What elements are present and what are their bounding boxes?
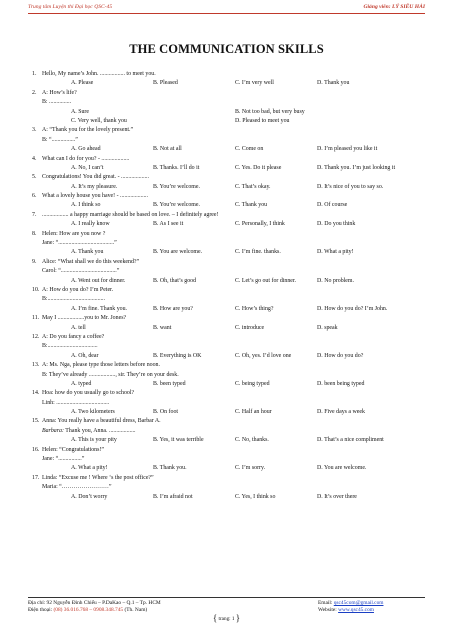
question-response-line (32, 427, 432, 436)
question-text: What can I do for you? - ................... (42, 155, 130, 162)
question-text: Congratulations! You did great. - ................... (42, 174, 150, 181)
answer-option[interactable]: B. On foot (153, 409, 179, 416)
answer-option[interactable]: A. Two kilometers (71, 409, 115, 416)
question-text: Jane: “......................................” (42, 240, 117, 247)
question-response-line (32, 455, 432, 464)
answer-option[interactable]: B. You’re welcome. (153, 202, 200, 209)
question-text: A: “Thank you for the lovely present.” (42, 127, 134, 134)
question-text: What a lovely house you have! - ................... (42, 193, 149, 200)
answer-option[interactable]: C. introduce (235, 324, 265, 331)
question-stem (32, 314, 432, 323)
answer-option[interactable]: A. Thank you (71, 249, 104, 256)
question-response-line (32, 399, 432, 408)
question-text: B:....................................... (42, 296, 105, 303)
question-text: Barbara: Thank you, Anna. .................. (42, 427, 136, 434)
answer-option[interactable]: B. Not too bad, but very busy (235, 108, 305, 115)
answer-option[interactable]: C. I’m fine. thanks. (235, 249, 281, 256)
answer-option[interactable]: B. Everything is OK (153, 352, 202, 359)
answer-option[interactable]: D. It’s over there (317, 493, 357, 500)
question-list (32, 70, 432, 502)
question-number: 10. (32, 286, 40, 293)
question-stem (32, 192, 432, 201)
answer-option[interactable]: A. Don’t worry (71, 493, 108, 500)
question-stem (32, 286, 432, 295)
answer-options (32, 117, 432, 126)
answer-option[interactable]: D. Of course (317, 202, 348, 209)
header-teacher: Giảng viên: LÝ SIÊU HẢI (363, 4, 425, 10)
answer-option[interactable]: D. No problem. (317, 277, 354, 284)
answer-options (32, 305, 432, 314)
answer-option[interactable]: A. I’m fine. Thank you. (71, 305, 128, 312)
question-text: Helen: How are you now ? (42, 230, 106, 237)
answer-option[interactable]: D. I’m pleased you like it (317, 146, 378, 153)
page-number-left-brace-icon: { (212, 613, 218, 623)
page-title: THE COMMUNICATION SKILLS (129, 42, 324, 56)
question-text: Anna: You really have a beautiful dress, Barbar A. (42, 418, 161, 425)
question-stem (32, 474, 432, 483)
answer-option[interactable]: D. It’s nice of you to say so. (317, 183, 384, 190)
answer-option[interactable]: A. No, I can’t (71, 164, 104, 171)
header-divider (28, 13, 425, 14)
question-stem (32, 446, 432, 455)
answer-option[interactable]: D. Do you think (317, 221, 356, 228)
answer-options (32, 201, 432, 210)
answer-options (32, 220, 432, 229)
answer-options (32, 248, 432, 257)
answer-option[interactable]: B. How are you? (153, 305, 193, 312)
question-response-line (32, 267, 432, 276)
question-text: B: ............... (42, 99, 72, 106)
answer-option[interactable]: C. I’m sorry. (235, 465, 266, 472)
answer-option[interactable]: B. want (153, 324, 172, 331)
answer-option[interactable]: A. Went out for dinner. (71, 277, 126, 284)
question-text: A: How do you do? I’m Peter. (42, 286, 114, 293)
question-stem (32, 230, 432, 239)
answer-options (32, 183, 432, 192)
answer-option[interactable]: D. Five days a week (317, 409, 365, 416)
question-stem (32, 89, 432, 98)
answer-option[interactable]: C. being typed (235, 380, 270, 387)
answer-options (32, 493, 432, 502)
question-text: Hello, My name’s John. ................. to meet you. (42, 71, 156, 77)
answer-option[interactable]: A. I really know (71, 221, 110, 228)
answer-option[interactable]: B. Pleased (153, 80, 178, 87)
question-response-line (32, 483, 432, 492)
question-number: 5. (32, 174, 37, 181)
answer-option[interactable]: B. Thank you. (153, 465, 187, 472)
question-text: A: Do you fancy a coffee? (42, 333, 105, 340)
question-number: 2. (32, 89, 37, 96)
question-response-line (32, 371, 432, 380)
speaker-name: Barbara: (42, 427, 64, 434)
question-text: A: Ms. Nga, please type those letters before noon. (42, 362, 160, 369)
question-number: 9. (32, 258, 37, 265)
answer-option[interactable]: D. Thank you. I’m just looking it (317, 164, 396, 171)
question-text: B:.................................. (42, 343, 98, 350)
question-text: Linh: .................................... (42, 399, 110, 406)
question-stem (32, 70, 432, 79)
answer-option[interactable]: B. Thanks. I’ll do it (153, 164, 200, 171)
question-number: 7. (32, 211, 37, 218)
answer-option[interactable]: A. Oh, dear (71, 352, 99, 359)
answer-options (32, 380, 432, 389)
question-text: Linda: “Excuse me ! Where ‘s the post office?” (42, 474, 154, 481)
answer-option[interactable]: D. been being typed (317, 380, 365, 387)
question-number: 4. (32, 155, 37, 162)
question-response-line (32, 239, 432, 248)
question-stem (32, 389, 432, 398)
question-number: 17. (32, 474, 40, 481)
question-response-line (32, 342, 432, 351)
answer-option[interactable]: D. You are welcome. (317, 465, 367, 472)
answer-options (32, 164, 432, 173)
question-stem (32, 361, 432, 370)
question-text: May I ..................you to Mr. Jones? (42, 315, 127, 322)
answer-option[interactable]: D. Pleased to meet you (235, 117, 290, 124)
question-number: 1. (32, 71, 37, 77)
answer-options (32, 352, 432, 361)
question-number: 8. (32, 230, 37, 237)
answer-options (32, 277, 432, 286)
answer-option[interactable]: B. You’re welcome. (153, 183, 200, 190)
answer-options (32, 324, 432, 333)
answer-options (32, 108, 432, 117)
answer-option[interactable]: B. Not at all (153, 146, 182, 153)
question-text: Jane: “................” (42, 456, 85, 463)
header-center-name: Trung tâm Luyện thi Đại học QSC-45 (28, 4, 113, 10)
answer-option[interactable]: C. How’s thing? (235, 305, 274, 312)
question-number: 6. (32, 193, 37, 200)
footer-divider (28, 597, 425, 598)
footer-email-link[interactable]: qsc45com@gmail.com (333, 600, 384, 606)
question-response-line (32, 136, 432, 145)
question-stem (32, 126, 432, 135)
page-number-right-brace-icon: } (235, 613, 241, 623)
answer-option[interactable]: B. You are welcome. (153, 249, 203, 256)
question-text: Maria: “……………………” (42, 484, 112, 491)
question-stem (32, 258, 432, 267)
question-text: A: How’s life? (42, 89, 77, 96)
question-text: Carol: “......................................” (42, 268, 120, 275)
answer-option[interactable]: A. What a pity! (71, 465, 108, 472)
question-stem (32, 155, 432, 164)
answer-option[interactable]: C. Let’s go out for dinner. (235, 277, 297, 284)
answer-option[interactable]: C. Yes, I think so (235, 493, 276, 500)
footer-phone-line: Điện thoại: (08) 36.016.768 – 0908.348.745 (Th. Nam) (28, 607, 148, 613)
answer-option[interactable]: D. How do you do? (317, 352, 364, 359)
question-stem (32, 211, 432, 220)
answer-option[interactable]: B. Oh, that’s good (153, 277, 197, 284)
question-text: Hoa: how do you usually go to school? (42, 390, 135, 397)
question-number: 13. (32, 362, 40, 369)
answer-option[interactable]: A. Please (71, 80, 94, 87)
answer-options (32, 79, 432, 88)
question-response-line (32, 295, 432, 304)
answer-option[interactable]: D. That’s a nice compliment (317, 437, 384, 444)
question-number: 12. (32, 333, 40, 340)
answer-option[interactable]: C. Half an hour (235, 409, 272, 416)
question-stem (32, 333, 432, 342)
answer-option[interactable]: B. I’m afraid not (153, 493, 193, 500)
answer-option[interactable]: C. Very well, thank you (71, 117, 127, 124)
answer-option[interactable]: C. Come on (235, 146, 264, 153)
answer-option[interactable]: C. Yes. Do it please (235, 164, 282, 171)
answer-options (32, 464, 432, 473)
answer-options (32, 436, 432, 445)
question-stem (32, 417, 432, 426)
answer-option[interactable]: A. I think so (71, 202, 101, 209)
question-response-line (32, 98, 432, 107)
question-number: 11. (32, 315, 40, 322)
question-text: B: “................” (42, 136, 78, 143)
answer-options (32, 145, 432, 154)
answer-option[interactable]: A. It’s my pleasure. (71, 183, 118, 190)
question-number: 14. (32, 390, 40, 397)
question-text: B: They’ve already .................., sir. They’re on your desk. (42, 371, 179, 378)
footer-website-link[interactable]: www.qsc45.com (338, 607, 374, 613)
answer-option[interactable]: B. As I see it (153, 221, 184, 228)
question-number: 3. (32, 127, 37, 134)
answer-option[interactable]: A. This is your pity (71, 437, 117, 444)
footer-address: Địa chỉ: 92 Nguyễn Đình Chiểu – P.DaKao – Q.1 – Tp. HCM (28, 600, 161, 606)
answer-option[interactable]: C. Thank you (235, 202, 268, 209)
question-text: .................. a happy marriage should be based on love. – I definitely agree! (42, 211, 219, 218)
answer-option[interactable]: C. I’m very well (235, 80, 274, 87)
answer-option[interactable]: A. typed (71, 380, 92, 387)
answer-option[interactable]: B. been typed (153, 380, 186, 387)
footer-email-line: Email: qsc45com@gmail.com (318, 600, 384, 606)
answer-option[interactable]: B. Yes, it was terrible (153, 437, 204, 444)
answer-option[interactable]: C. Oh, yes. I’d love one (235, 352, 292, 359)
answer-option[interactable]: A. Sure (71, 108, 89, 115)
answer-option[interactable]: C. No, thanks. (235, 437, 269, 444)
question-stem (32, 173, 432, 182)
page-number: { trang: 1 } (212, 613, 241, 623)
question-number: 15. (32, 418, 40, 425)
answer-option[interactable]: A. tell (71, 324, 86, 331)
answer-option[interactable]: A. Go ahead (71, 146, 101, 153)
answer-option[interactable]: C. That’s okay. (235, 183, 271, 190)
answer-option[interactable]: D. How do you do? I’m John. (317, 305, 388, 312)
question-number: 16. (32, 446, 40, 453)
question-text: Helen: “Congratulations!” (42, 446, 104, 453)
question-text: Alice: “What shall we do this weekend?” (42, 258, 140, 265)
answer-option[interactable]: D. speak (317, 324, 338, 331)
answer-options (32, 408, 432, 417)
footer-website-line: Website: www.qsc45.com (318, 607, 374, 613)
footer-phone: (08) 36.016.768 – 0908.348.745 (53, 607, 124, 613)
answer-option[interactable]: D. Thank you (317, 80, 350, 87)
answer-option[interactable]: D. What a pity! (317, 249, 354, 256)
answer-option[interactable]: C. Personally, I think (235, 221, 285, 228)
